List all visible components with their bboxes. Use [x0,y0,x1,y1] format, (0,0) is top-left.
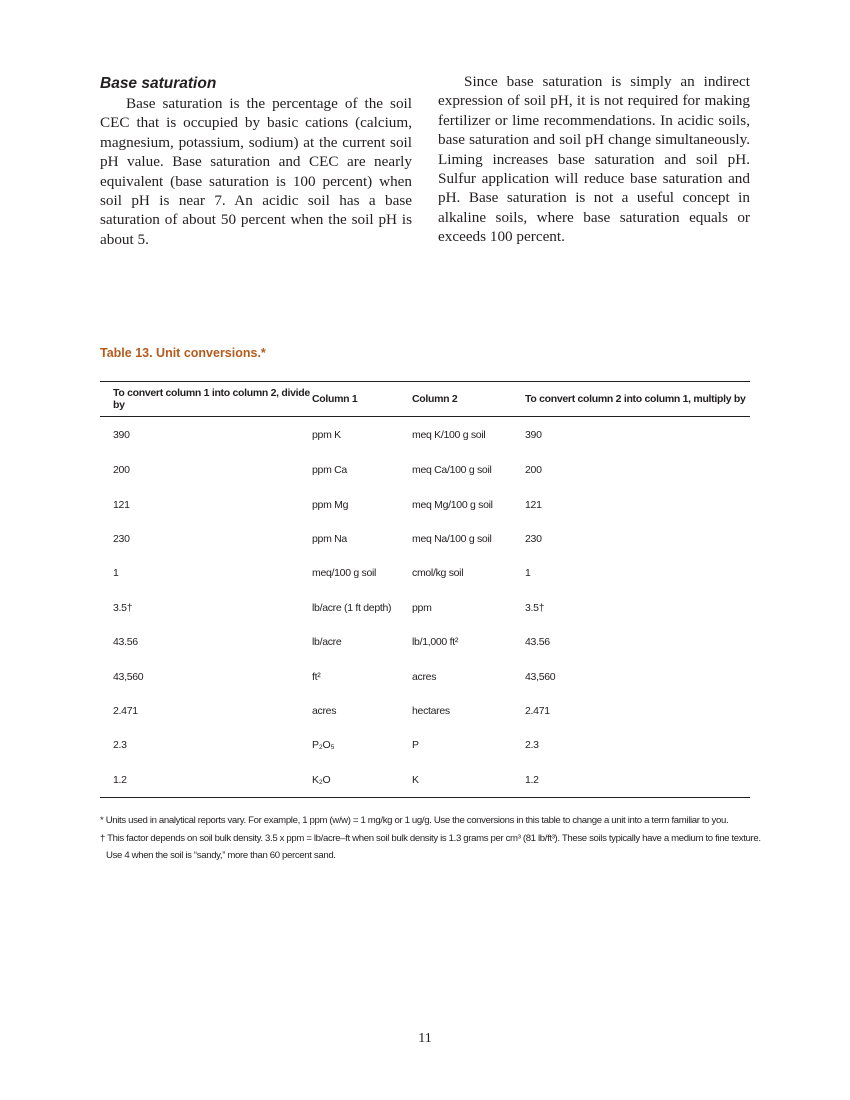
table-caption: Table 13. Unit conversions.* [100,346,266,360]
header-column-1: Column 1 [312,393,358,405]
table-row [100,556,750,590]
cell-divide-factor: 3.5† [113,601,133,614]
left-paragraph: Base saturation is the percentage of the soil CEC that is occupied by basic cations (calcium, magnesium, potassium, sodium) at the current soil pH value. Base saturation and CEC are nearly equivalent (base saturation is 100 percent) when soil pH is near 7. An acidic soil has a base saturation of about 50 percent when the soil pH is about 5. [100,95,412,248]
cell-column-2: P [412,739,419,752]
table-row [100,487,750,521]
cell-multiply-factor: 43.56 [525,636,550,649]
cell-divide-factor: 43.56 [113,636,138,649]
table-row [100,417,750,453]
cell-divide-factor: 2.471 [113,704,138,717]
cell-column-2: cmol/kg soil [412,567,464,580]
header-divide: To convert column 1 into column 2, divide by [113,387,310,411]
cell-divide-factor: 1 [113,567,119,580]
cell-column-1: P₂O₅ [312,739,335,752]
cell-column-2: meq Na/100 g soil [412,532,492,545]
cell-multiply-factor: 230 [525,532,542,545]
right-paragraph: Since base saturation is simply an indirect expression of soil pH, it is not required for making fertilizer or lime recommendations. In acidic soils, base saturation and soil pH change simultaneously. Liming increases base saturation and soil pH. Sulfur application will reduce base saturation and pH. Base saturation is not a useful concept in alkaline soils, where base saturation equals or exceeds 100 percent. [438,73,750,246]
cell-column-2: meq K/100 g soil [412,429,486,441]
cell-divide-factor: 200 [113,464,130,477]
cell-column-1: ft² [312,670,321,683]
cell-divide-factor: 2.3 [113,739,127,752]
cell-multiply-factor: 390 [525,429,542,441]
table-row [100,728,750,762]
cell-column-2: K [412,773,419,786]
cell-column-1: K₂O [312,773,331,786]
cell-column-2: ppm [412,601,432,614]
cell-multiply-factor: 43,560 [525,670,556,683]
cell-divide-factor: 1.2 [113,773,127,786]
cell-multiply-factor: 2.3 [525,739,539,752]
cell-column-1: meq/100 g soil [312,567,377,580]
cell-column-1: acres [312,704,337,717]
cell-divide-factor: 43,560 [113,670,144,683]
table-row [100,694,750,728]
cell-column-1: ppm Na [312,532,347,545]
cell-multiply-factor: 121 [525,498,542,511]
cell-divide-factor: 390 [113,429,130,441]
cell-column-1: ppm K [312,429,341,441]
page-number: 11 [418,1031,432,1046]
cell-column-2: meq Mg/100 g soil [412,498,493,511]
cell-column-1: lb/acre [312,636,342,649]
cell-divide-factor: 121 [113,498,130,511]
left-column [100,72,412,249]
table-row [100,453,750,487]
cell-column-2: hectares [412,704,450,717]
cell-column-2: meq Ca/100 g soil [412,464,492,477]
footnote-asterisk: * Units used in analytical reports vary. For example, 1 ppm (w/w) = 1 mg/kg or 1 ug/g. Use the conversions in this table to change a unit into a term familiar to you. [100,815,729,826]
cell-column-1: ppm Mg [312,498,349,511]
cell-column-2: lb/1,000 ft² [412,636,459,649]
cell-multiply-factor: 1 [525,567,531,580]
table-header-row [100,382,750,417]
table-row [100,659,750,693]
cell-multiply-factor: 1.2 [525,773,539,786]
header-multiply: To convert column 2 into column 1, multiply by [525,393,746,405]
section-heading: Base saturation [100,75,217,92]
footnote-dagger: † This factor depends on soil bulk density. 3.5 x ppm = lb/acre–ft when soil bulk density is 1.3 grams per cm³ (81 lb/ft³). These soils typically have a medium to fine texture. [100,832,761,844]
cell-column-1: lb/acre (1 ft depth) [312,601,392,614]
cell-multiply-factor: 3.5† [525,601,545,614]
cell-column-2: acres [412,670,437,683]
right-column [438,72,750,247]
cell-divide-factor: 230 [113,532,130,545]
cell-column-1: ppm Ca [312,464,347,477]
table-body [100,417,750,797]
table-row [100,591,750,625]
table-row [100,763,750,797]
cell-multiply-factor: 2.471 [525,704,550,717]
footnotes [100,812,760,865]
footnote-dagger-continued: Use 4 when the soil is “sandy,” more than 60 percent sand. [106,850,336,861]
cell-multiply-factor: 200 [525,464,542,477]
table-row [100,625,750,659]
table-row [100,522,750,556]
unit-conversion-table [100,381,750,798]
header-column-2: Column 2 [412,393,458,405]
